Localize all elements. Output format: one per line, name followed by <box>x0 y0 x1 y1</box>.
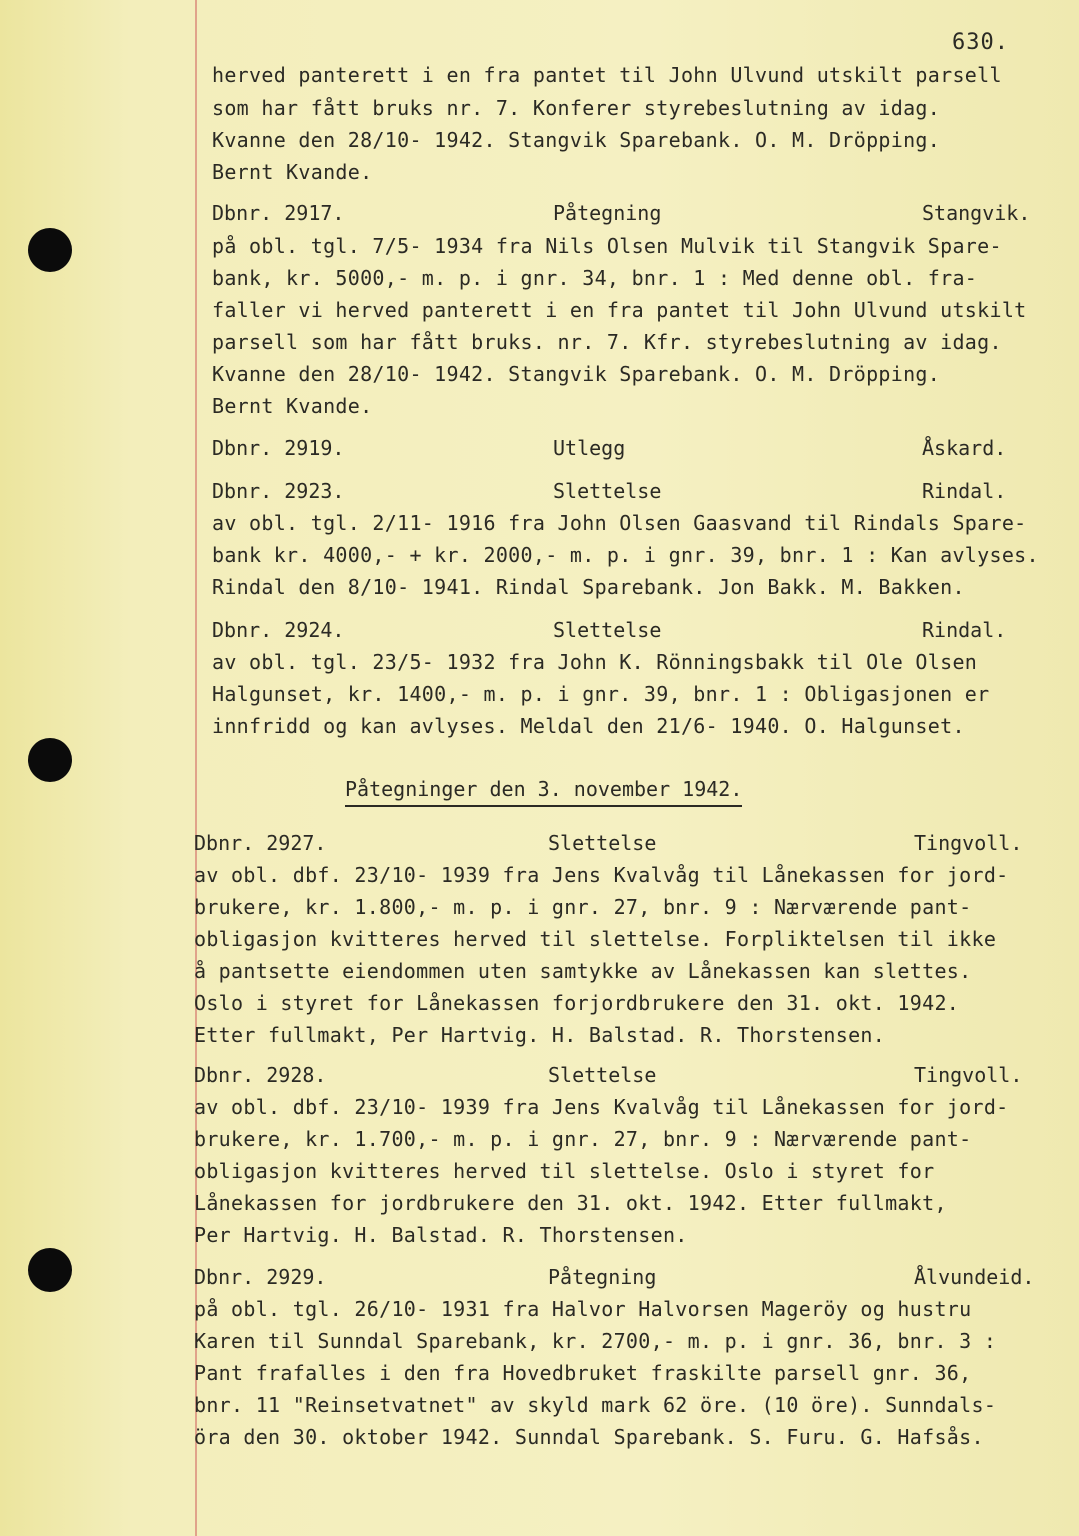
section-heading: Påtegninger den 3. november 1942. <box>345 776 742 807</box>
entry-dbnr: Dbnr. 2928. <box>194 1063 327 1087</box>
text-line: av obl. dbf. 23/10- 1939 fra Jens Kvalvåg til Lånekassen for jord- <box>194 1095 1009 1119</box>
entry-type: Påtegning <box>553 201 662 225</box>
text-line: på obl. tgl. 7/5- 1934 fra Nils Olsen Mulvik til Stangvik Spare- <box>212 234 1002 258</box>
entry-dbnr: Dbnr. 2923. <box>212 479 345 503</box>
text-line: Bernt Kvande. <box>212 160 373 184</box>
entry-type: Slettelse <box>548 1063 657 1087</box>
text-line: Kvanne den 28/10- 1942. Stangvik Sparebank. O. M. Dröpping. <box>212 128 941 152</box>
text-line: Rindal den 8/10- 1941. Rindal Sparebank. Jon Bakk. M. Bakken. <box>212 575 965 599</box>
entry-place: Tingvoll. <box>914 1063 1023 1087</box>
entry-place: Ålvundeid. <box>914 1265 1035 1289</box>
entry-place: Tingvoll. <box>914 831 1023 855</box>
text-line: av obl. tgl. 2/11- 1916 fra John Olsen Gaasvand til Rindals Spare- <box>212 511 1027 535</box>
entry-place: Rindal. <box>922 618 1007 642</box>
entry-place: Stangvik. <box>922 201 1031 225</box>
entry-dbnr: Dbnr. 2929. <box>194 1265 327 1289</box>
text-line: Etter fullmakt, Per Hartvig. H. Balstad. R. Thorstensen. <box>194 1023 886 1047</box>
text-line: bank, kr. 5000,- m. p. i gnr. 34, bnr. 1 : Med denne obl. fra- <box>212 266 978 290</box>
entry-dbnr: Dbnr. 2917. <box>212 201 345 225</box>
text-line: Kvanne den 28/10- 1942. Stangvik Sparebank. O. M. Dröpping. <box>212 362 941 386</box>
entry-type: Slettelse <box>553 618 662 642</box>
text-line: Karen til Sunndal Sparebank, kr. 2700,- m. p. i gnr. 36, bnr. 3 : <box>194 1329 997 1353</box>
entry-dbnr: Dbnr. 2919. <box>212 436 345 460</box>
text-line: obligasjon kvitteres herved til slettelse. Oslo i styret for <box>194 1159 935 1183</box>
entry-dbnr: Dbnr. 2927. <box>194 831 327 855</box>
text-line: som har fått bruks nr. 7. Konferer styrebeslutning av idag. <box>212 96 941 120</box>
text-line: brukere, kr. 1.700,- m. p. i gnr. 27, bnr. 9 : Nærværende pant- <box>194 1127 972 1151</box>
text-line: Oslo i styret for Lånekassen forjordbrukere den 31. okt. 1942. <box>194 991 960 1015</box>
text-line: bnr. 11 "Reinsetvatnet" av skyld mark 62 öre. (10 öre). Sunndals- <box>194 1393 997 1417</box>
text-line: parsell som har fått bruks. nr. 7. Kfr. styrebeslutning av idag. <box>212 330 1002 354</box>
text-line: Lånekassen for jordbrukere den 31. okt. 1942. Etter fullmakt, <box>194 1191 947 1215</box>
entry-dbnr: Dbnr. 2924. <box>212 618 345 642</box>
text-line: herved panterett i en fra pantet til John Ulvund utskilt parsell <box>212 63 1002 87</box>
text-line: brukere, kr. 1.800,- m. p. i gnr. 27, bnr. 9 : Nærværende pant- <box>194 895 972 919</box>
entry-type: Slettelse <box>548 831 657 855</box>
page-number: 630. <box>952 30 1009 55</box>
text-line: av obl. dbf. 23/10- 1939 fra Jens Kvalvåg til Lånekassen for jord- <box>194 863 1009 887</box>
text-line: bank kr. 4000,- + kr. 2000,- m. p. i gnr. 39, bnr. 1 : Kan avlyses. <box>212 543 1039 567</box>
entry-type: Påtegning <box>548 1265 657 1289</box>
text-line: på obl. tgl. 26/10- 1931 fra Halvor Halvorsen Mageröy og hustru <box>194 1297 972 1321</box>
text-line: å pantsette eiendommen uten samtykke av Lånekassen kan slettes. <box>194 959 972 983</box>
text-line: öra den 30. oktober 1942. Sunndal Sparebank. S. Furu. G. Hafsås. <box>194 1425 984 1449</box>
entry-place: Rindal. <box>922 479 1007 503</box>
text-line: Per Hartvig. H. Balstad. R. Thorstensen. <box>194 1223 688 1247</box>
punch-hole <box>28 1248 72 1292</box>
text-line: av obl. tgl. 23/5- 1932 fra John K. Rönningsbakk til Ole Olsen <box>212 650 978 674</box>
entry-type: Utlegg <box>553 436 626 460</box>
text-line: Bernt Kvande. <box>212 394 373 418</box>
entry-place: Åskard. <box>922 436 1007 460</box>
punch-hole <box>28 738 72 782</box>
punch-hole <box>28 228 72 272</box>
entry-type: Slettelse <box>553 479 662 503</box>
text-line: Pant frafalles i den fra Hovedbruket fraskilte parsell gnr. 36, <box>194 1361 972 1385</box>
text-line: obligasjon kvitteres herved til slettelse. Forpliktelsen til ikke <box>194 927 997 951</box>
text-line: innfridd og kan avlyses. Meldal den 21/6- 1940. O. Halgunset. <box>212 714 965 738</box>
text-line: faller vi herved panterett i en fra pantet til John Ulvund utskilt <box>212 298 1027 322</box>
text-line: Halgunset, kr. 1400,- m. p. i gnr. 39, bnr. 1 : Obligasjonen er <box>212 682 990 706</box>
